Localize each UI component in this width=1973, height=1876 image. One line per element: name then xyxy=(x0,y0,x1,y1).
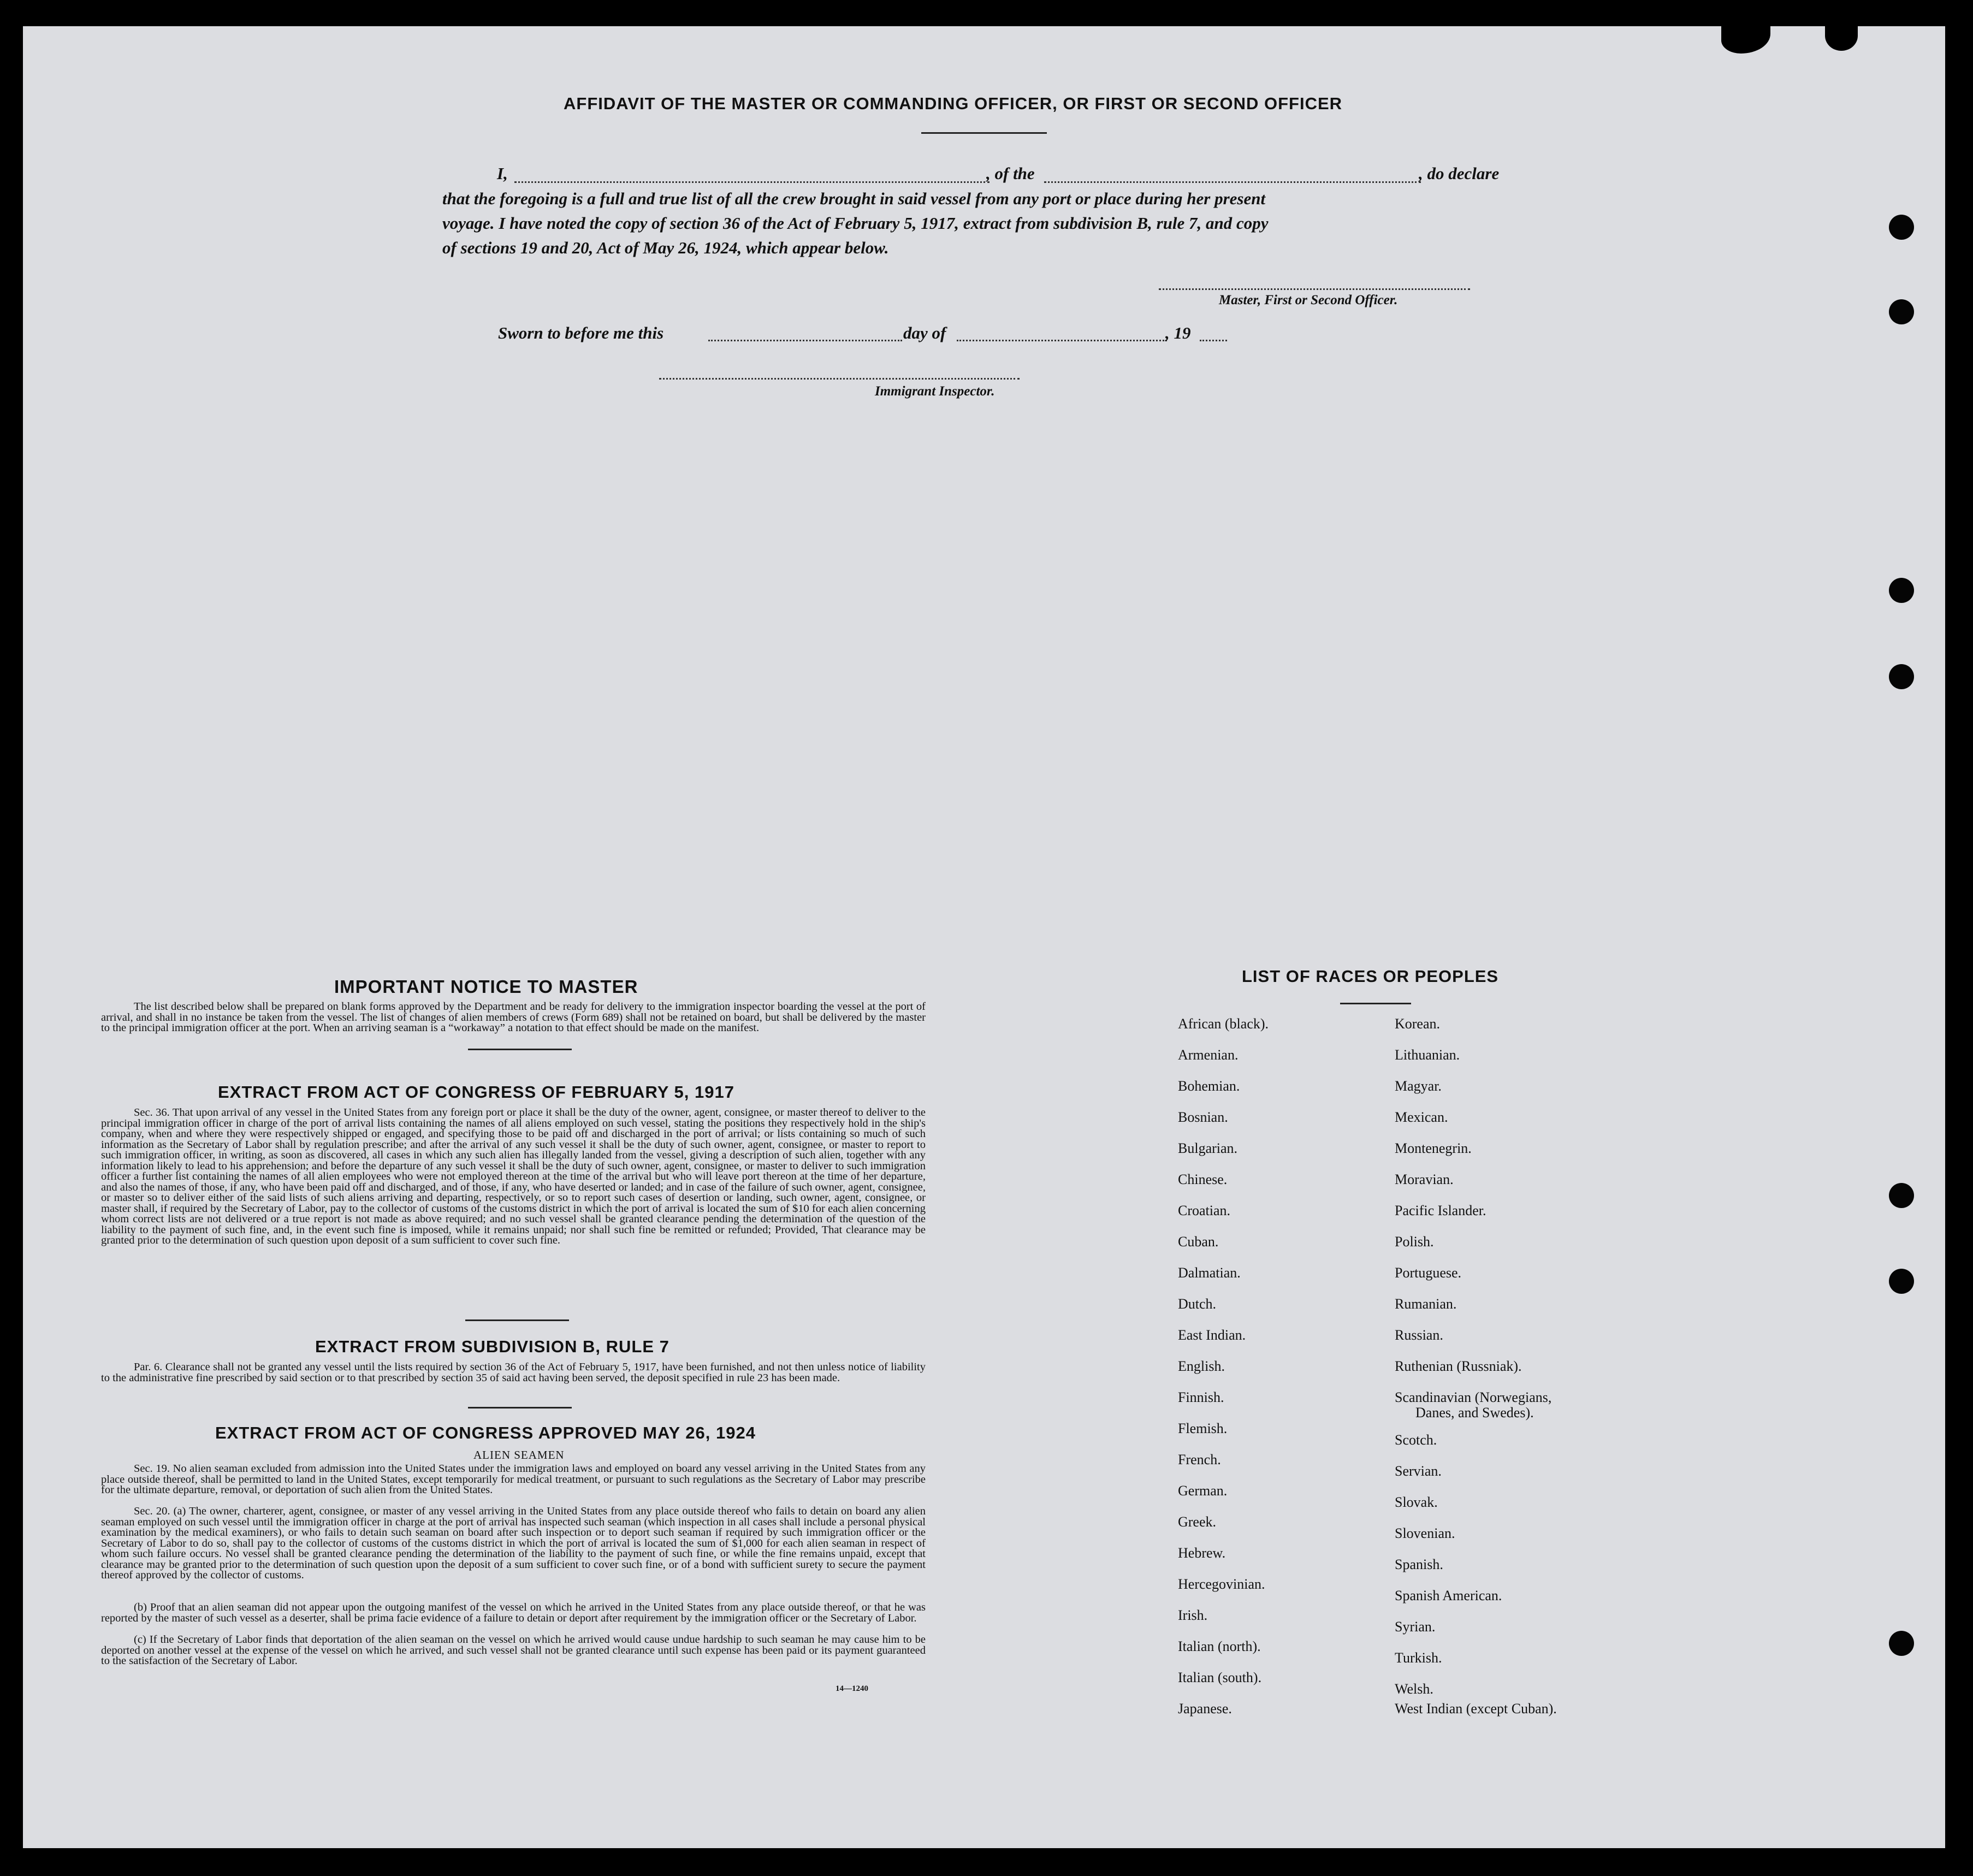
race-item: Japanese. xyxy=(1178,1701,1232,1717)
race-item: African (black). xyxy=(1178,1016,1269,1032)
affidavit-line-4: of sections 19 and 20, Act of May 26, 1924, which appear below. xyxy=(442,238,889,257)
race-item: Spanish American. xyxy=(1395,1588,1502,1603)
sworn-month-field[interactable] xyxy=(957,340,1167,341)
master-caption: Master, First or Second Officer. xyxy=(1219,293,1398,307)
punch-hole xyxy=(1889,299,1914,324)
race-item: East Indian. xyxy=(1178,1327,1246,1343)
notice-title: IMPORTANT NOTICE TO MASTER xyxy=(334,977,638,997)
affidavit-title: AFFIDAVIT OF THE MASTER OR COMMANDING OFFICER, OR FIRST OR SECOND OFFICER xyxy=(564,94,1343,113)
races-title: LIST OF RACES OR PEOPLES xyxy=(1242,967,1499,986)
race-item: German. xyxy=(1178,1483,1228,1499)
race-item: Hebrew. xyxy=(1178,1545,1226,1561)
race-item: Greek. xyxy=(1178,1514,1217,1530)
race-item: Syrian. xyxy=(1395,1619,1436,1635)
affidavit-i: I, xyxy=(497,164,508,183)
race-item: Finnish. xyxy=(1178,1389,1224,1405)
race-item: Polish. xyxy=(1395,1234,1434,1250)
sec-20a-text: Sec. 20. (a) The owner, charterer, agent, consignee, or master of any vessel arriving in the United States from any place outside thereof who fails to detain on board any alien seaman employed on such vessel until the immigration officer in charge at the port of arrival has inspected such seaman (which inspection in all cases shall include a personal physical examination by the medical examiners), or who fails to detain such seaman on board after such inspection or to deport such seaman if required by such immigration officer or the Secretary of Labor to do so, shall pay to the collector of customs of the customs district in which the port of arrival is located the sum of $1,000 for each alien seaman in respect of whom such failure occurs. No vessel shall be granted clearance pending the determination of the liability to the payment of such fine, or while the fine remains unpaid, except that clearance may be granted prior to the determination of such question upon the deposit of a sum sufficient to cover such fine, or of a bond with sufficient surety to secure the payment thereof approved by the collector of customs. xyxy=(101,1505,926,1581)
affidavit-declare: , do declare xyxy=(1419,164,1500,183)
race-item: Russian. xyxy=(1395,1327,1443,1343)
form-number: 14—1240 xyxy=(836,1684,868,1693)
extract-1917-title: EXTRACT FROM ACT OF CONGRESS OF FEBRUARY 5, 1917 xyxy=(218,1082,734,1102)
race-item: Dalmatian. xyxy=(1178,1265,1241,1281)
extract-1917-text: Sec. 36. That upon arrival of any vessel in the United States from any foreign port or place it shall be the duty of the owner, agent, consignee, or master thereof to deliver to the principal immigration officer in charge of the port of arrival lists containing the names of all aliens employed on such vessel, stating the positions they respectively hold in the ship's company, when and where they were respectively shipped or engaged, and specifying those to be paid off and discharged in the port of arrival; or lists containing so much of such information as the Secretary of Labor shall by regulation prescribe; and after the arrival of any such vessel it shall be the duty of such owner, agent, consignee, or master to report to such immigration officer, in writing, as soon as discovered, all cases in which any such alien has illegally landed from the vessel, giving a description of such alien, together with any information likely to lead to his apprehension; and before the departure of any such vessel it shall be the duty of such owner, agent, consignee, or master to deliver to such immigration officer a further list containing the names of all alien employees who were not employed thereon at the time of the arrival but who will leave port thereon at the time of her departure, and also the names of those, if any, who have been paid off and discharged, and of those, if any, who have deserted or landed; and in case of the failure of such owner, agent, consignee, or master so to deliver either of the said lists of such aliens arriving and departing, respectively, or so to report such cases of desertion or landing, such owner, agent, consignee, or master shall, if required by the Secretary of Labor, pay to the collector of customs of the customs district in which the port of arrival is located the sum of $10 for each alien concerning whom correct lists are not delivered or a true report is not made as above required; and no such vessel shall be granted clearance pending the determination of the question of the liability to the payment of such fine, and, in the event such fine is imposed, while it remains unpaid; nor shall such fine be remitted or refunded; Provided, That clearance may be granted prior to the determination of such question upon deposit of a sum sufficient to cover such fine. xyxy=(101,1106,926,1246)
race-item: Italian (south). xyxy=(1178,1670,1262,1685)
race-item: Korean. xyxy=(1395,1016,1441,1032)
race-item-continuation: Danes, and Swedes). xyxy=(1415,1405,1534,1421)
punch-hole xyxy=(1889,578,1914,603)
race-item: Montenegrin. xyxy=(1395,1140,1472,1156)
race-item: Dutch. xyxy=(1178,1296,1217,1312)
race-item: French. xyxy=(1178,1452,1221,1467)
extract-1924-subtitle: ALIEN SEAMEN xyxy=(473,1448,565,1461)
punch-hole xyxy=(1889,1631,1914,1656)
race-item: Ruthenian (Russniak). xyxy=(1395,1358,1522,1374)
vessel-field[interactable] xyxy=(1044,181,1421,183)
race-item: Servian. xyxy=(1395,1463,1442,1479)
race-item: Moravian. xyxy=(1395,1171,1454,1187)
torn-corner xyxy=(1721,21,1770,54)
race-item: Rumanian. xyxy=(1395,1296,1457,1312)
race-item: Pacific Islander. xyxy=(1395,1203,1486,1218)
affidavit-line-3: voyage. I have noted the copy of section 36 of the Act of February 5, 1917, extract from subdivision B, rule 7, and copy xyxy=(442,214,1269,233)
race-item: Slovak. xyxy=(1395,1494,1438,1510)
sec-19-text: Sec. 19. No alien seaman excluded from admission into the United States under the immigration laws and employed on board any vessel arriving in the United States from any place outside thereof, shall be permitted to land in the United States, except temporarily for medical treatment, or pursuant to such regulations as the Secretary of Labor may prescribe for the ultimate departure, removal, or deportation of such alien from the United States. xyxy=(101,1463,926,1496)
master-signature-field[interactable] xyxy=(1159,288,1470,290)
race-item: Bosnian. xyxy=(1178,1109,1228,1125)
race-item: Lithuanian. xyxy=(1395,1047,1460,1063)
affidavit-line-2: that the foregoing is a full and true list of all the crew brought in said vessel from any port or place during her present xyxy=(442,189,1266,208)
year-label: , 19 xyxy=(1165,323,1191,342)
notice-text: The list described below shall be prepared on blank forms approved by the Department and be ready for delivery to the immigration inspector boarding the vessel at the port of arrival, and shall in no instance be taken from the vessel. The list of changes of alien members of crews (Form 689) shall not be retained on board, but shall be delivered by the master to the principal immigration officer at the port. When an arriving seaman is a “workaway” a notation to that effect should be made on the manifest. xyxy=(101,1001,926,1034)
affidavit-title-rule xyxy=(921,132,1047,134)
sec-20c-text: (c) If the Secretary of Labor finds that deportation of the alien seaman on the vessel on which he arrived would cause undue hardship to such seaman he may cause him to be deported on another vessel at the expense of the vessel on which he arrived, and such vessel shall not be granted clearance until such expense has been paid or its payment guaranteed to the satisfaction of the Secretary of Labor. xyxy=(101,1634,926,1667)
race-item: Welsh. xyxy=(1395,1681,1433,1697)
race-item: Croatian. xyxy=(1178,1203,1231,1218)
race-item: Chinese. xyxy=(1178,1171,1228,1187)
extract-rule7-title: EXTRACT FROM SUBDIVISION B, RULE 7 xyxy=(315,1337,669,1356)
race-item: Spanish. xyxy=(1395,1557,1443,1572)
sec-20b-text: (b) Proof that an alien seaman did not appear upon the outgoing manifest of the vessel on which he arrived in the United States from any place outside thereof, or that he was reported by the master of such vessel as a deserter, shall be prima facie evidence of a failure to detain or deport after requirement by the immigration officer or the Secretary of Labor. xyxy=(101,1601,926,1624)
torn-corner-fragment xyxy=(1825,21,1858,51)
sworn-label: Sworn to before me this xyxy=(498,323,664,342)
race-item: West Indian (except Cuban). xyxy=(1395,1701,1557,1717)
race-item: Scandinavian (Norwegians, xyxy=(1395,1389,1552,1405)
sworn-year-field[interactable] xyxy=(1200,340,1227,341)
race-item: English. xyxy=(1178,1358,1225,1374)
race-item: Armenian. xyxy=(1178,1047,1239,1063)
race-item: Portuguese. xyxy=(1395,1265,1462,1281)
extract-1917-rule xyxy=(465,1319,569,1321)
extract-1924-title: EXTRACT FROM ACT OF CONGRESS APPROVED MAY 26, 1924 xyxy=(215,1423,756,1442)
extract-rule7-text: Par. 6. Clearance shall not be granted any vessel until the lists required by section 36 of the Act of February 5, 1917, have been furnished, and not then unless notice of liability to the administrative fine prescribed by said section or to that prescribed by section 35 of said act having been served, the deposit specified in rule 23 has been made. xyxy=(101,1361,926,1384)
race-item: Slovenian. xyxy=(1395,1525,1455,1541)
extract-rule7-rule xyxy=(468,1407,572,1409)
race-item: Cuban. xyxy=(1178,1234,1219,1250)
race-item: Bohemian. xyxy=(1178,1078,1240,1094)
punch-hole xyxy=(1889,1269,1914,1294)
punch-hole xyxy=(1889,1183,1914,1208)
day-of-label: day of xyxy=(903,323,946,342)
race-item: Scotch. xyxy=(1395,1432,1437,1448)
document-page xyxy=(23,26,1945,1848)
race-item: Magyar. xyxy=(1395,1078,1442,1094)
notice-rule xyxy=(468,1049,572,1050)
race-item: Italian (north). xyxy=(1178,1638,1261,1654)
race-item: Irish. xyxy=(1178,1607,1208,1623)
punch-hole xyxy=(1889,664,1914,689)
race-item: Flemish. xyxy=(1178,1421,1228,1436)
race-item: Bulgarian. xyxy=(1178,1140,1238,1156)
race-item: Hercegovinian. xyxy=(1178,1576,1265,1592)
race-item: Turkish. xyxy=(1395,1650,1442,1666)
races-rule xyxy=(1340,1003,1411,1004)
race-item: Mexican. xyxy=(1395,1109,1448,1125)
inspector-caption: Immigrant Inspector. xyxy=(875,384,995,399)
inspector-signature-field[interactable] xyxy=(659,378,1020,380)
sworn-day-field[interactable] xyxy=(708,340,902,341)
punch-hole xyxy=(1889,215,1914,240)
name-field[interactable] xyxy=(514,181,990,183)
affidavit-of-the: , of the xyxy=(986,164,1035,183)
